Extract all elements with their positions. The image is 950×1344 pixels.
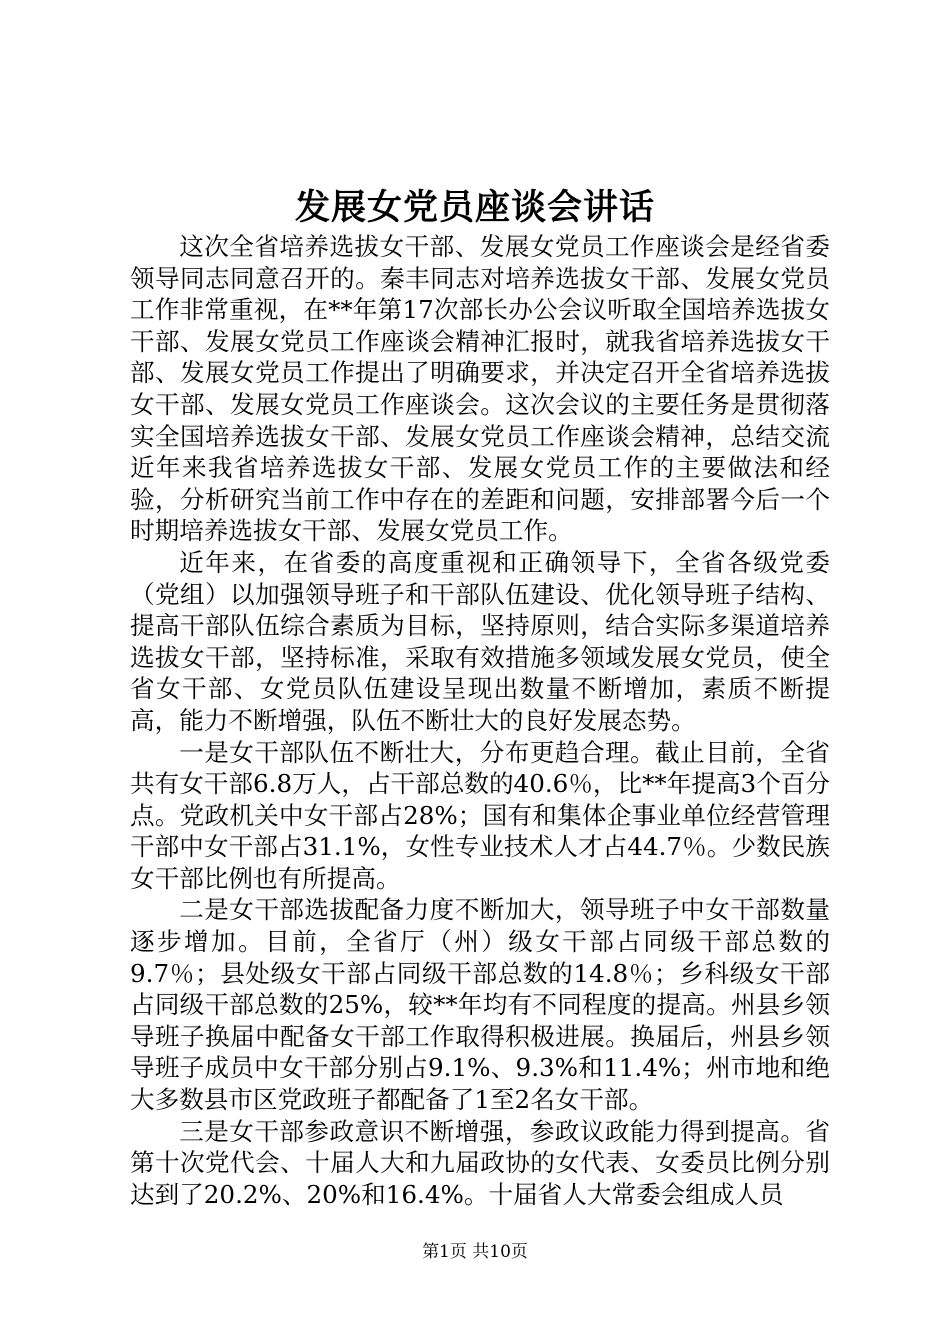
paragraph: 这次全省培养选拔女干部、发展女党员工作座谈会是经省委领导同志同意召开的。秦丰同志对培养选拔女干部、发展女党员工作非常重视，在**年第17次部长办公会议听取全国培养选拔女干部、发展女党员工作座谈会精神汇报时，就我省培养选拔女干部、发展女党员工作提出了明确要求，并决定召开全省培养选拔女干部、发展女党员工作座谈会。这次会议的主要任务是贯彻落实全国培养选拔女干部、发展女党员工作座谈会精神，总结交流近年来我省培养选拔女干部、发展女党员工作的主要做法和经验，分析研究当前工作中存在的差距和问题，安排部署今后一个时期培养选拔女干部、发展女党员工作。: [130, 232, 830, 546]
document-body: [130, 231, 830, 1210]
paragraph: 三是女干部参政意识不断增强，参政议政能力得到提高。省第十次党代会、十届人大和九届政协的女代表、女委员比例分别达到了20.2%、20%和16.4%。十届省人大常委会组成人员: [130, 1116, 830, 1209]
page-number-footer: 第1页 共10页: [422, 1242, 528, 1262]
document-title: 发展女党员座谈会讲话: [294, 187, 655, 228]
paragraph: 近年来，在省委的高度重视和正确领导下，全省各级党委（党组）以加强领导班子和干部队伍建设、优化领导班子结构、提高干部队伍综合素质为目标，坚持原则，结合实际多渠道培养选拔女干部，坚持标准，采取有效措施多领域发展女党员，使全省女干部、女党员队伍建设呈现出数量不断增加，素质不断提高，能力不断增强，队伍不断壮大的良好发展态势。: [130, 547, 830, 735]
paragraph: 一是女干部队伍不断壮大，分布更趋合理。截止目前，全省共有女干部6.8万人，占干部总数的40.6％，比**年提高3个百分点。党政机关中女干部占28%；国有和集体企事业单位经营管理干部中女干部占31.1%，女性专业技术人才占44.7％。少数民族女干部比例也有所提高。: [130, 737, 830, 893]
paragraph: 二是女干部选拔配备力度不断加大，领导班子中女干部数量逐步增加。目前，全省厅（州）级女干部占同级干部总数的9.7％；县处级女干部占同级干部总数的14.8％；乡科级女干部占同级干部总数的25%，较**年均有不同程度的提高。州县乡领导班子换届中配备女干部工作取得积极进展。换届后，州县乡领导班子成员中女干部分别占9.1%、9.3%和11.4%；州市地和绝大多数县市区党政班子都配备了1至2名女干部。: [130, 895, 830, 1115]
